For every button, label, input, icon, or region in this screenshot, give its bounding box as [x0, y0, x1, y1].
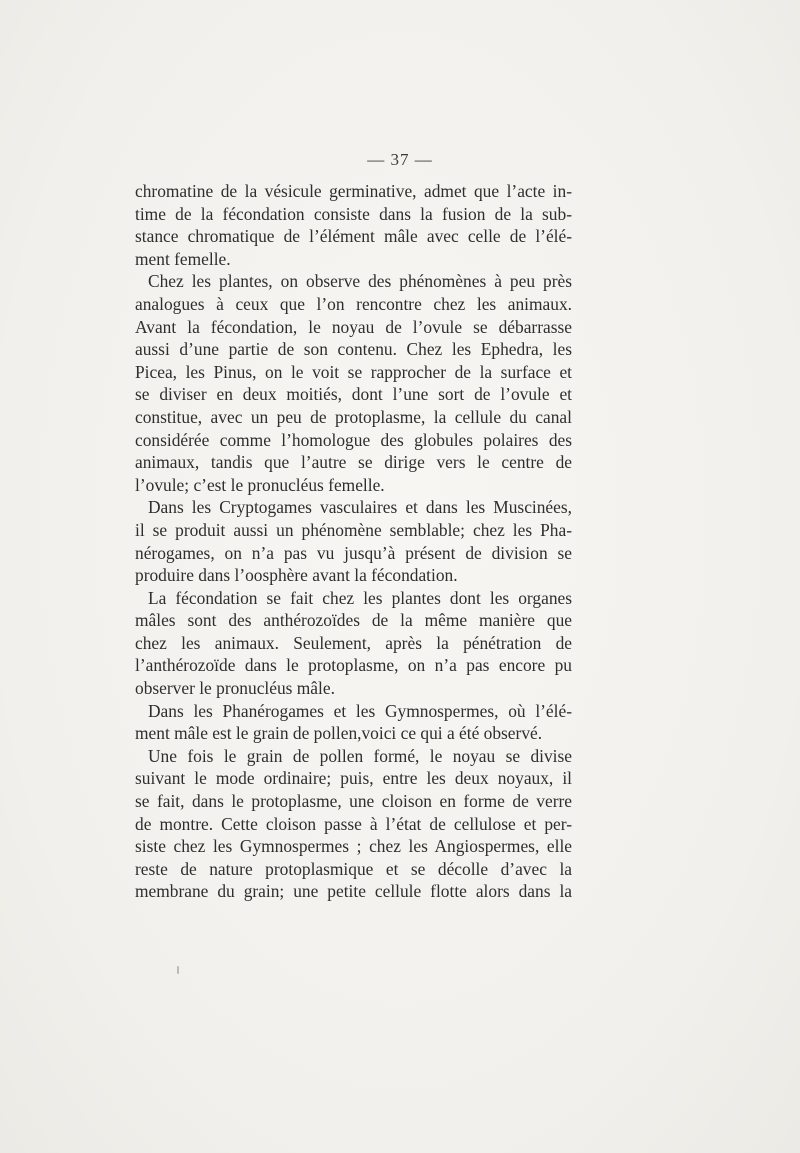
text-line: reste de nature protoplasmique et se décolle d’avec la [135, 858, 572, 879]
text-line: chromatine de la vésicule germinative, admet que l’acte in- [135, 181, 572, 201]
text-line: nérogames, on n’a pas vu jusqu’à présent de division se [135, 542, 572, 563]
text-line: ment femelle. [135, 248, 231, 269]
text-line: suivant le mode ordinaire; puis, entre les deux noyaux, il [135, 768, 572, 789]
text-line: Avant la fécondation, le noyau de l’ovule se débarrasse [135, 316, 572, 337]
text-line: Dans les Cryptogames vasculaires et dans les Muscinées, [148, 497, 572, 518]
text-line: membrane du grain; une petite cellule flotte alors dans la [135, 881, 572, 902]
text-line: ment mâle est le grain de pollen,voici ce qui a été observé. [135, 723, 543, 744]
text-line: se fait, dans le protoplasme, une cloison en forme de verre [135, 791, 572, 812]
text-line: Une fois le grain de pollen formé, le noyau se divise [148, 745, 572, 766]
body-text [135, 180, 572, 903]
text-line: considérée comme l’homologue des globules polaires des [135, 429, 572, 450]
text-line: chez les animaux. Seulement, après la pénétration de [135, 632, 572, 653]
text-line: siste chez les Gymnospermes ; chez les Angiospermes, elle [135, 836, 572, 857]
text-line: produire dans l’oosphère avant la fécondation. [135, 565, 458, 586]
text-line: Picea, les Pinus, on le voit se rapprocher de la surface et [135, 361, 572, 382]
text-line: time de la fécondation consiste dans la fusion de la sub- [135, 203, 572, 224]
text-line: se diviser en deux moitiés, dont l’une sort de l’ovule et [135, 384, 572, 405]
text-line: stance chromatique de l’élément mâle avec celle de l’élé- [135, 226, 572, 247]
text-line: animaux, tandis que l’autre se dirige vers le centre de [135, 452, 572, 473]
text-line: l’anthérozoïde dans le protoplasme, on n’a pas encore pu [135, 655, 572, 676]
text-line: La fécondation se fait chez les plantes dont les organes [148, 587, 572, 608]
text-line: il se produit aussi un phénomène semblable; chez les Pha- [135, 519, 572, 540]
text-line: Chez les plantes, on observe des phénomènes à peu près [148, 271, 572, 292]
text-line: l’ovule; c’est le pronucléus femelle. [135, 474, 385, 495]
text-line: analogues à ceux que l’on rencontre chez les animaux. [135, 293, 572, 314]
text-line: mâles sont des anthérozoïdes de la même manière que [135, 610, 572, 631]
text-line: Dans les Phanérogames et les Gymnospermes, où l’élé- [148, 700, 572, 721]
text-line: constitue, avec un peu de protoplasme, la cellule du canal [135, 406, 572, 427]
text-line: de montre. Cette cloison passe à l’état de cellulose et per- [135, 813, 572, 834]
paper-speck [177, 966, 179, 974]
page-number: — 37 — [367, 150, 433, 169]
text-line: aussi d’une partie de son contenu. Chez les Ephedra, les [135, 339, 572, 360]
text-line: observer le pronucléus mâle. [135, 678, 335, 699]
